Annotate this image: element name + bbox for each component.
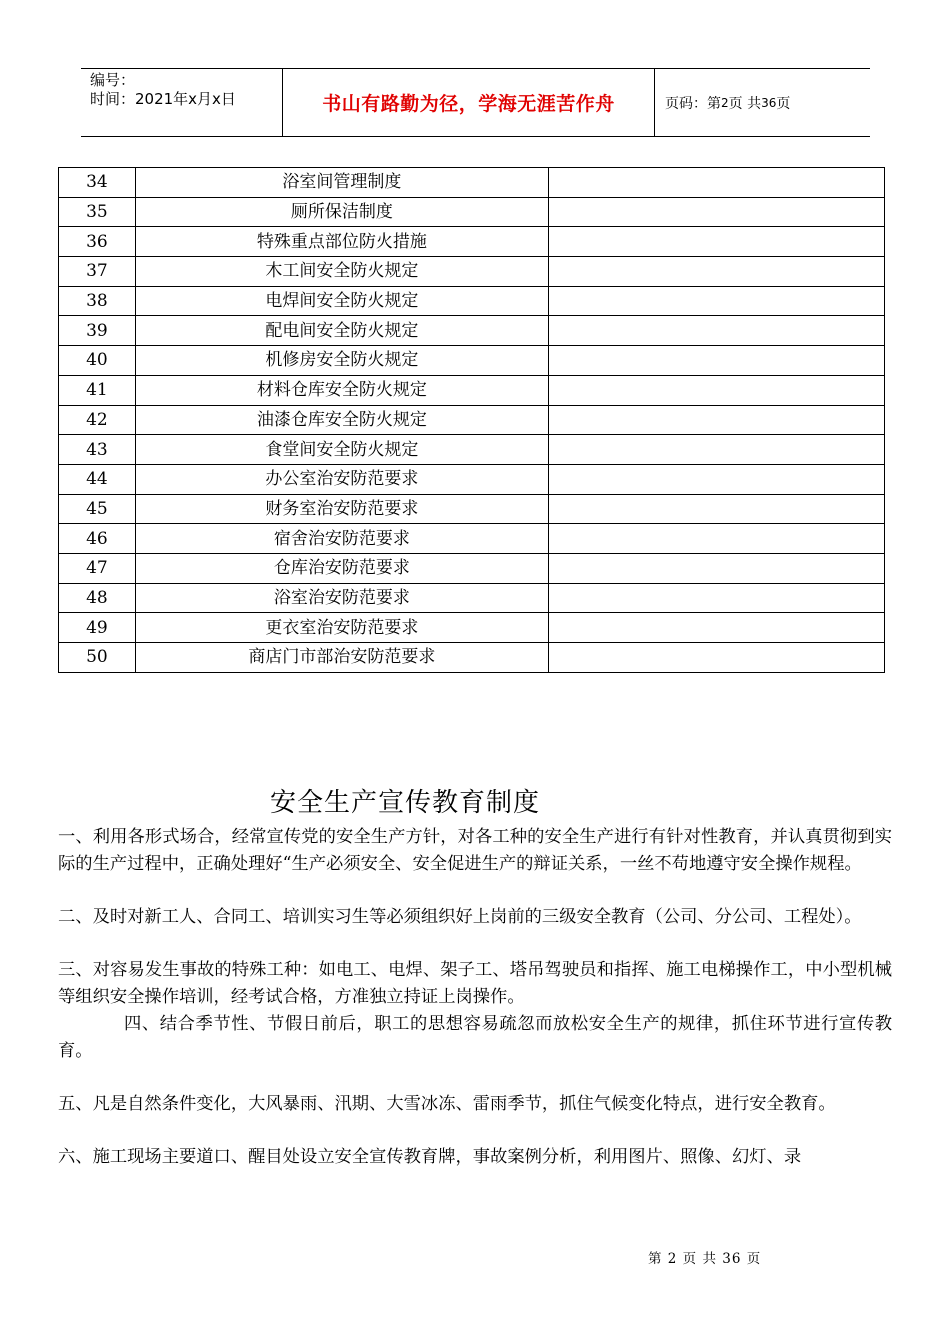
row-number: 43 (59, 435, 136, 465)
page-prefix: 页码：第 (665, 95, 721, 112)
table-row (59, 375, 885, 405)
row-title: 机修房安全防火规定 (135, 346, 548, 376)
document-title: 安全生产宣传教育制度 (270, 788, 541, 818)
row-note (548, 643, 884, 673)
row-number: 35 (59, 197, 136, 227)
paragraph-3: 三、对容易发生事故的特殊工种：如电工、电焊、架子工、塔吊驾驶员和指挥、施工电梯操作工，中小型机械等组织安全操作培训，经考试合格，方准独立持证上岗操作。 (58, 960, 892, 1007)
row-title: 食堂间安全防火规定 (135, 435, 548, 465)
row-title: 厕所保洁制度 (135, 197, 548, 227)
table-row (59, 257, 885, 287)
table-row (59, 613, 885, 643)
row-title: 浴室间管理制度 (135, 168, 548, 198)
table-row (59, 643, 885, 673)
row-title: 商店门市部治安防范要求 (135, 643, 548, 673)
row-number: 45 (59, 494, 136, 524)
row-title: 电焊间安全防火规定 (135, 286, 548, 316)
row-note (548, 316, 884, 346)
row-note (548, 227, 884, 257)
table-row (59, 524, 885, 554)
row-title: 特殊重点部位防火措施 (135, 227, 548, 257)
row-note (548, 346, 884, 376)
row-title: 木工间安全防火规定 (135, 257, 548, 287)
page-current: 2 (721, 95, 729, 110)
row-note (548, 286, 884, 316)
row-note (548, 613, 884, 643)
row-number: 44 (59, 464, 136, 494)
row-note (548, 435, 884, 465)
row-title: 油漆仓库安全防火规定 (135, 405, 548, 435)
row-note (548, 405, 884, 435)
page-mid: 页 共 (728, 95, 762, 112)
row-number: 41 (59, 375, 136, 405)
row-number: 47 (59, 553, 136, 583)
table-row (59, 435, 885, 465)
row-title: 材料仓库安全防火规定 (135, 375, 548, 405)
row-note (548, 464, 884, 494)
table-row (59, 464, 885, 494)
table-row (59, 197, 885, 227)
row-note (548, 524, 884, 554)
page-footer: 第 2 页 共 36 页 (648, 1251, 762, 1267)
paragraph-2: 二、及时对新工人、合同工、培训实习生等必须组织好上岗前的三级安全教育（公司、分公司、工程处）。 (58, 907, 862, 927)
row-title: 仓库治安防范要求 (135, 553, 548, 583)
table-row (59, 168, 885, 198)
paragraph-4: 四、结合季节性、节假日前后，职工的思想容易疏忽而放松安全生产的规律，抓住环节进行宣传教育。 (58, 1014, 892, 1061)
table-row (59, 227, 885, 257)
row-note (548, 553, 884, 583)
header-page-info (655, 69, 870, 136)
row-note (548, 583, 884, 613)
row-number: 36 (59, 227, 136, 257)
paragraph-5: 五、凡是自然条件变化，大风暴雨、汛期、大雪冰冻、雷雨季节，抓住气候变化特点，进行安全教育。 (58, 1094, 836, 1114)
header-motto-cell (283, 69, 655, 136)
regulation-list-table (58, 167, 885, 673)
row-title: 配电间安全防火规定 (135, 316, 548, 346)
row-title: 办公室治安防范要求 (135, 464, 548, 494)
row-title: 财务室治安防范要求 (135, 494, 548, 524)
page-header (81, 68, 870, 137)
row-number: 49 (59, 613, 136, 643)
table-row (59, 405, 885, 435)
row-note (548, 257, 884, 287)
row-number: 50 (59, 643, 136, 673)
table-row (59, 316, 885, 346)
row-number: 46 (59, 524, 136, 554)
row-number: 37 (59, 257, 136, 287)
row-title: 更衣室治安防范要求 (135, 613, 548, 643)
time-label: 时间：2021年x月x日 (90, 90, 236, 108)
table-row (59, 286, 885, 316)
header-meta (81, 69, 283, 136)
row-number: 38 (59, 286, 136, 316)
motto-text: 书山有路勤为径，学海无涯苦作舟 (322, 93, 615, 115)
table-row (59, 494, 885, 524)
row-number: 34 (59, 168, 136, 198)
row-note (548, 494, 884, 524)
table-body (59, 168, 885, 673)
paragraph-1: 一、利用各形式场合，经常宣传党的安全生产方针，对各工种的安全生产进行有针对性教育，并认真贯彻到实际的生产过程中，正确处理好“生产必须安全、安全促进生产的辩证关系，一丝不苟地遵守安全操作规程。 (58, 827, 892, 874)
row-title: 浴室治安防范要求 (135, 583, 548, 613)
row-note (548, 168, 884, 198)
page-suffix: 页 (776, 95, 791, 112)
code-label: 编号： (90, 71, 136, 89)
document-body (58, 824, 892, 1197)
table-row (59, 346, 885, 376)
table-row (59, 553, 885, 583)
row-note (548, 375, 884, 405)
row-note (548, 197, 884, 227)
row-number: 39 (59, 316, 136, 346)
row-number: 42 (59, 405, 136, 435)
row-number: 48 (59, 583, 136, 613)
table-row (59, 583, 885, 613)
page-total: 36 (761, 95, 777, 110)
row-number: 40 (59, 346, 136, 376)
paragraph-6: 六、施工现场主要道口、醒目处设立安全宣传教育牌，事故案例分析，利用图片、照像、幻灯、录 (58, 1147, 802, 1167)
row-title: 宿舍治安防范要求 (135, 524, 548, 554)
